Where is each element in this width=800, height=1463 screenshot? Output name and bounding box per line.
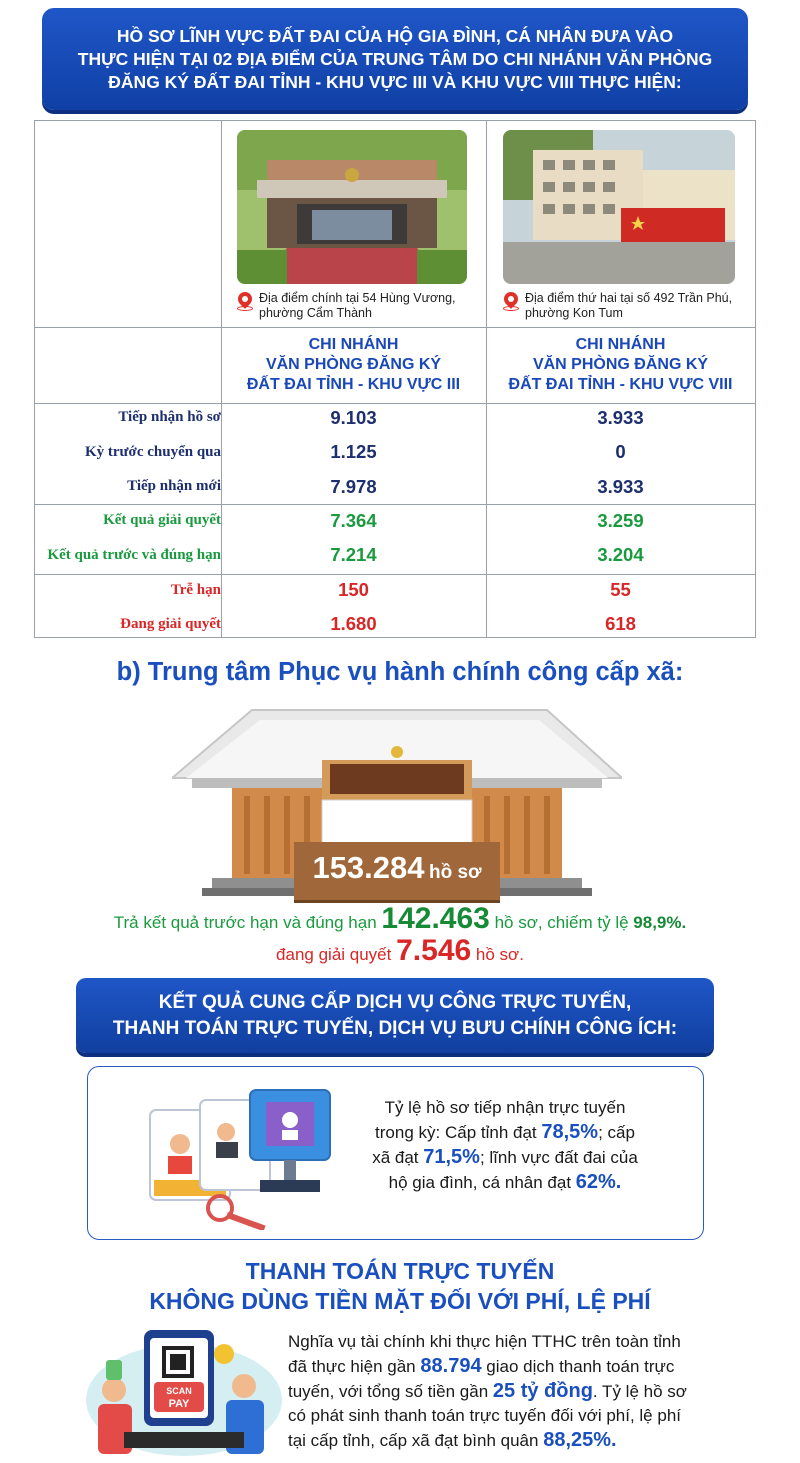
location-text: Địa điểm chính tại 54 Hùng Vương, xyxy=(259,291,456,305)
row-label: Tiếp nhận mới xyxy=(127,478,221,494)
table-cell: 7.364 xyxy=(330,510,377,531)
banner-line: HỒ SƠ LĨNH VỰC ĐẤT ĐAI CỦA HỘ GIA ĐÌNH, CÁ NHÂN ĐƯA VÀO xyxy=(116,25,674,46)
province-rate: 78,5% xyxy=(541,1121,599,1143)
table-cell: 0 xyxy=(615,441,626,462)
online-documents-illustration xyxy=(140,1080,340,1230)
table-cell: 7.978 xyxy=(330,476,377,497)
payment-title: THANH TOÁN TRỰC TUYẾN KHÔNG DÙNG TIỀN MẶT ĐỐI VỚI PHÍ, LỆ PHÍ xyxy=(149,1258,651,1314)
row-label: Đang giải quyết xyxy=(120,616,221,632)
online-rate-text: Tỷ lệ hồ sơ tiếp nhận trực tuyến trong kỳ: Cấp tỉnh đạt 78,5%; cấp xã đạt 71,5%; lĩnh vực đất đai của hộ gia đình, cá nhân đạt 62%. xyxy=(372,1098,638,1193)
pending-value: 7.546 xyxy=(396,934,472,967)
transactions-value: 88.794 xyxy=(420,1355,482,1377)
pay-label: PAY xyxy=(168,1398,190,1410)
section-b-title: b) Trung tâm Phục vụ hành chính công cấp xã: xyxy=(116,658,684,686)
table-cell: 7.214 xyxy=(330,544,377,565)
ontime-summary: Trả kết quả trước hạn và đúng hạn 142.463 hồ sơ, chiếm tỷ lệ 98,9%. xyxy=(113,902,687,935)
row-label: Trễ hạn xyxy=(170,582,221,598)
amount-value: 25 tỷ đồng xyxy=(492,1380,593,1402)
location-text: Địa điểm thứ hai tại số 492 Trần Phú, xyxy=(525,291,733,305)
column-header-region-8: CHI NHÁNH VĂN PHÒNG ĐĂNG KÝ ĐẤT ĐAI TỈNH - KHU VỰC VIII xyxy=(508,336,733,393)
online-services-banner: KẾT QUẢ CUNG CẤP DỊCH VỤ CÔNG TRỰC TUYẾN, THANH TOÁN TRỰC TUYẾN, DỊCH VỤ BƯU CHÍNH CÔNG ÍCH: xyxy=(76,978,714,1053)
table-cell: 618 xyxy=(605,613,636,634)
table-cell: 1.680 xyxy=(330,613,377,634)
building-photo-main xyxy=(237,130,467,284)
location-main xyxy=(237,291,482,321)
land-rate: 62%. xyxy=(575,1171,622,1193)
table-cell: 3.933 xyxy=(597,476,644,497)
table-cell: 9.103 xyxy=(330,407,377,428)
table-cell: 3.933 xyxy=(597,407,644,428)
banner-line: ĐĂNG KÝ ĐẤT ĐAI TỈNH - KHU VỰC III VÀ KHU VỰC VIII THỰC HIỆN: xyxy=(108,71,682,92)
total-records-unit: hồ sơ xyxy=(428,862,482,883)
table-cell: 150 xyxy=(338,579,369,600)
row-label: Tiếp nhận hồ sơ xyxy=(118,409,221,425)
building-photo-second xyxy=(503,130,735,284)
location-text: phường Cẩm Thành xyxy=(259,306,372,320)
map-pin-icon xyxy=(503,292,519,312)
payment-rate-value: 88,25%. xyxy=(543,1429,617,1451)
ontime-percent: 98,9%. xyxy=(633,913,687,932)
cashless-payment-illustration xyxy=(84,1320,284,1458)
banner-line: THỰC HIỆN TẠI 02 ĐỊA ĐIỂM CỦA TRUNG TÂM DO CHI NHÁNH VĂN PHÒNG xyxy=(77,48,713,69)
table-cell: 3.204 xyxy=(597,544,644,565)
commune-rate: 71,5% xyxy=(423,1146,480,1168)
row-label: Kỳ trước chuyển qua xyxy=(84,444,221,460)
ontime-value: 142.463 xyxy=(381,902,490,935)
location-text: phường Kon Tum xyxy=(525,306,623,320)
pending-summary: đang giải quyết 7.546 hồ sơ. xyxy=(276,934,524,967)
stats-table xyxy=(34,120,756,638)
total-records-value: 153.284 xyxy=(312,850,425,885)
scan-label: SCAN xyxy=(166,1386,192,1396)
table-cell: 1.125 xyxy=(330,441,377,462)
payment-text: Nghĩa vụ tài chính khi thực hiện TTHC trên toàn tỉnh đã thực hiện gần 88.794 giao dịch thanh toán trực tuyến, với tổng số tiền gần 25 tỷ đồng. Tỷ lệ hồ sơ có phát sinh thanh toán trực tuyến đối với phí, lệ phí tại cấp tỉnh, cấp xã đạt bình quân 88,25%. xyxy=(288,1332,687,1451)
table-cell: 3.259 xyxy=(597,510,644,531)
table-cell: 55 xyxy=(610,579,631,600)
map-pin-icon xyxy=(237,292,253,312)
top-banner xyxy=(42,8,748,110)
row-label: Kết quả trước và đúng hạn xyxy=(47,547,221,563)
row-label: Kết quả giải quyết xyxy=(103,512,221,528)
total-records-box xyxy=(294,842,500,900)
location-second xyxy=(503,291,753,321)
column-header-region-3: CHI NHÁNH VĂN PHÒNG ĐĂNG KÝ ĐẤT ĐAI TỈNH - KHU VỰC III xyxy=(246,336,461,393)
